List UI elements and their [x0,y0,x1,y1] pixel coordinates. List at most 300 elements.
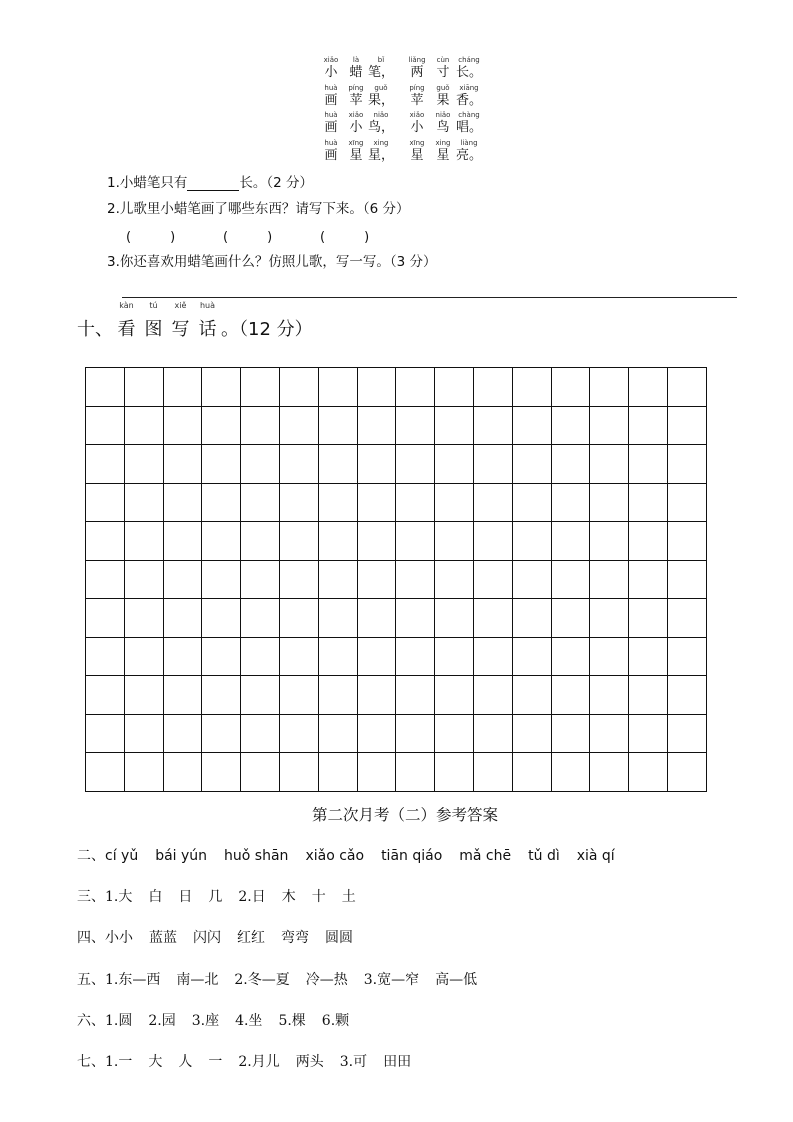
grid-cell[interactable] [279,637,318,676]
answer-item: 三、1.大 [77,889,133,905]
hanzi: 写 [171,319,190,340]
pinyin: liàng [460,138,478,147]
hanzi: 小 [349,120,363,135]
poem-char [318,139,344,164]
answer-item: 七、1.一 [77,1054,133,1070]
grid-cell[interactable] [318,368,357,407]
grid-cell[interactable] [590,368,629,407]
grid-cell[interactable] [86,522,125,561]
writing-grid[interactable] [85,367,707,792]
answer-paren[interactable]: ( ) [126,230,176,245]
answer-item: tiān qiáo [381,848,443,864]
grid-cell[interactable] [473,676,512,715]
answer-item: 6.颗 [321,1013,350,1029]
hanzi: 星 [349,147,363,163]
hanzi: 小 [324,65,338,80]
poem-char [368,56,394,81]
grid-cell[interactable] [473,714,512,753]
grid-cell[interactable] [279,560,318,599]
grid-cell[interactable] [667,753,706,792]
pinyin: xiāng [459,83,479,92]
grid-cell[interactable] [279,753,318,792]
poem-char [318,111,344,136]
poem-char [343,56,369,81]
grid-cell[interactable] [163,637,202,676]
hanzi: 苹 [410,92,424,108]
answer-item: xiǎo cǎo [305,848,365,864]
grid-cell[interactable] [551,406,590,445]
grid-cell[interactable] [124,599,163,638]
grid-cell[interactable] [629,368,668,407]
grid-cell[interactable] [512,753,551,792]
grid-cell[interactable] [318,753,357,792]
hanzi: 寸 [436,65,450,80]
grid-cell[interactable] [473,445,512,484]
grid-cell[interactable] [512,676,551,715]
grid-cell[interactable] [629,753,668,792]
grid-cell[interactable] [279,676,318,715]
answer-item: tǔ dì [528,848,560,864]
question-2: 2.儿歌里小蜡笔画了哪些东西？请写下来。（6 分） [107,201,410,217]
hanzi: 画 [324,120,338,135]
answer-item: 闪闪 [193,930,221,946]
grid-cell[interactable] [202,637,241,676]
pinyin: guǒ [374,83,388,92]
answer-line-3 [77,886,372,906]
grid-cell[interactable] [279,368,318,407]
poem-char [456,111,482,136]
grid-cell[interactable] [202,483,241,522]
grid-cell[interactable] [667,368,706,407]
poem-char [368,111,394,136]
grid-cell[interactable] [241,599,280,638]
grid-cell[interactable] [435,637,474,676]
grid-cell[interactable] [124,483,163,522]
grid-cell[interactable] [629,560,668,599]
answer-paren[interactable]: ( ) [320,230,370,245]
pinyin: huà [199,301,216,310]
grid-cell[interactable] [163,483,202,522]
hanzi: 鸟， [368,120,395,135]
grid-cell[interactable] [318,560,357,599]
grid-cell[interactable] [435,368,474,407]
hanzi: 蜡 [349,65,363,80]
grid-cell[interactable] [512,560,551,599]
grid-cell[interactable] [512,406,551,445]
grid-cell[interactable] [241,676,280,715]
grid-cell[interactable] [124,445,163,484]
grid-cell[interactable] [396,483,435,522]
grid-cell[interactable] [86,676,125,715]
hanzi: 星， [368,147,395,163]
pinyin: bǐ [377,56,385,64]
answer-item: 五、1.东—西 [77,972,161,988]
pinyin: huà [324,138,338,147]
answer-item: 蓝蓝 [149,930,177,946]
grid-cell[interactable] [435,560,474,599]
pinyin: xiǎo [409,111,425,119]
answer-item: 冷—热 [305,972,348,988]
grid-cell[interactable] [551,676,590,715]
grid-cell[interactable] [396,522,435,561]
poem-char [343,84,369,109]
pinyin: guǒ [436,83,450,92]
grid-cell[interactable] [667,483,706,522]
grid-cell[interactable] [318,522,357,561]
poem-char [343,139,369,164]
grid-cell[interactable] [357,522,396,561]
grid-cell[interactable] [318,637,357,676]
grid-cell[interactable] [512,522,551,561]
question-1 [107,171,313,191]
grid-cell[interactable] [241,406,280,445]
grid-cell[interactable] [473,483,512,522]
grid-cell[interactable] [473,368,512,407]
grid-cell[interactable] [318,599,357,638]
answer-line-6 [77,1010,365,1030]
pinyin: xiě [174,301,187,310]
poem-char [456,84,482,109]
grid-cell[interactable] [667,560,706,599]
answer-parentheses [126,226,417,245]
grid-cell[interactable] [551,753,590,792]
answer-item: 木 [281,889,296,905]
answer-item: 一 [208,1054,223,1070]
poem-char [456,56,482,81]
hanzi: 唱。 [456,120,483,135]
grid-cell[interactable] [163,714,202,753]
poem-char [430,56,456,81]
grid-cell[interactable] [590,637,629,676]
grid-cell[interactable] [279,406,318,445]
poem-line [318,56,498,84]
grid-cell[interactable] [357,406,396,445]
grid-cell[interactable] [357,676,396,715]
poem-char [404,56,430,81]
poem-line [318,84,498,112]
pinyin: cùn [436,56,450,64]
grid-cell[interactable] [551,637,590,676]
grid-cell[interactable] [241,483,280,522]
grid-cell[interactable] [396,560,435,599]
answer-line-2 [77,845,632,865]
hanzi: 画 [324,92,338,108]
grid-cell[interactable] [590,522,629,561]
grid-cell[interactable] [435,406,474,445]
hanzi: 图 [144,319,163,340]
grid-cell[interactable] [396,406,435,445]
grid-cell[interactable] [241,368,280,407]
grid-cell[interactable] [512,483,551,522]
hanzi: 果 [436,92,450,108]
grid-cell[interactable] [512,714,551,753]
grid-cell[interactable] [396,445,435,484]
grid-cell[interactable] [163,560,202,599]
grid-cell[interactable] [396,676,435,715]
poem-char [343,111,369,136]
grid-cell[interactable] [357,483,396,522]
grid-cell[interactable] [279,522,318,561]
grid-cell[interactable] [396,714,435,753]
section-10-title [77,301,313,341]
grid-cell[interactable] [396,753,435,792]
answer-item: 高—低 [435,972,478,988]
grid-cell[interactable] [435,676,474,715]
grid-cell[interactable] [473,522,512,561]
answer-item: 3.宽—窄 [363,972,420,988]
grid-cell[interactable] [667,714,706,753]
grid-cell[interactable] [396,637,435,676]
grid-cell[interactable] [590,483,629,522]
pinyin: xīng [348,138,364,147]
grid-cell[interactable] [512,445,551,484]
grid-cell[interactable] [667,406,706,445]
grid-cell[interactable] [279,445,318,484]
grid-cell[interactable] [357,714,396,753]
hanzi: 两 [410,65,424,80]
answer-item: 十 [311,889,326,905]
grid-cell[interactable] [86,560,125,599]
answer-item: 2.园 [148,1013,176,1029]
answer-item: 两头 [295,1054,324,1070]
grid-cell[interactable] [629,483,668,522]
grid-cell[interactable] [590,714,629,753]
grid-cell[interactable] [629,676,668,715]
pinyin: xiǎo [323,56,339,64]
grid-cell[interactable] [435,445,474,484]
grid-cell[interactable] [163,406,202,445]
pinyin: xing [373,138,389,147]
grid-cell[interactable] [667,637,706,676]
grid-cell[interactable] [512,368,551,407]
grid-cell[interactable] [202,714,241,753]
grid-cell[interactable] [629,406,668,445]
pinyin: píng [348,83,364,92]
answer-item: 六、1.圆 [77,1013,133,1029]
grid-cell[interactable] [163,368,202,407]
poem-char [368,139,394,164]
grid-cell[interactable] [241,445,280,484]
grid-cell[interactable] [357,637,396,676]
poem-char [430,139,456,164]
poem-line [318,139,498,167]
grid-cell[interactable] [357,753,396,792]
grid-cell[interactable] [473,560,512,599]
pinyin: niǎo [435,111,451,119]
grid-cell[interactable] [667,599,706,638]
pinyin: cháng [458,56,480,64]
grid-cell[interactable] [590,753,629,792]
answer-item: 白 [148,889,163,905]
grid-cell[interactable] [124,753,163,792]
grid-cell[interactable] [473,406,512,445]
grid-cell[interactable] [124,368,163,407]
grid-cell[interactable] [279,599,318,638]
section-number: 十、 [77,319,113,340]
grid-cell[interactable] [551,522,590,561]
grid-cell[interactable] [357,445,396,484]
grid-cell[interactable] [163,522,202,561]
grid-cell[interactable] [473,637,512,676]
answer-item: 南—北 [176,972,219,988]
grid-cell[interactable] [124,522,163,561]
grid-cell[interactable] [512,599,551,638]
grid-cell[interactable] [590,406,629,445]
pinyin: niǎo [373,111,389,119]
answer-item: 2.冬—夏 [234,972,290,988]
grid-cell[interactable] [551,483,590,522]
title-char [167,301,194,341]
grid-cell[interactable] [241,560,280,599]
answer-paren[interactable]: ( ) [223,230,273,245]
pinyin: xiǎo [348,111,364,119]
grid-cell[interactable] [512,637,551,676]
answer-item: 大 [148,1054,163,1070]
grid-cell[interactable] [202,676,241,715]
grid-cell[interactable] [318,714,357,753]
answer-item: 3.可 [339,1054,368,1070]
grid-cell[interactable] [318,406,357,445]
grid-cell[interactable] [667,522,706,561]
grid-cell[interactable] [551,368,590,407]
grid-cell[interactable] [124,406,163,445]
answer-item: 2.日 [238,889,266,905]
grid-cell[interactable] [163,753,202,792]
grid-cell[interactable] [86,599,125,638]
grid-cell[interactable] [86,406,125,445]
grid-cell[interactable] [435,714,474,753]
hanzi: 鸟 [436,120,450,135]
section-points: 。（12 分） [221,319,313,340]
grid-cell[interactable] [357,368,396,407]
grid-cell[interactable] [124,637,163,676]
grid-cell[interactable] [163,676,202,715]
grid-cell[interactable] [279,483,318,522]
poem-char [404,111,430,136]
grid-cell[interactable] [551,599,590,638]
grid-cell[interactable] [202,522,241,561]
grid-cell[interactable] [318,676,357,715]
grid-cell[interactable] [124,676,163,715]
grid-cell[interactable] [551,445,590,484]
grid-cell[interactable] [202,368,241,407]
answer-line[interactable] [122,297,737,298]
grid-cell[interactable] [629,522,668,561]
answer-item: 3.座 [191,1013,220,1029]
grid-cell[interactable] [318,445,357,484]
hanzi: 星 [410,147,424,163]
answer-item: 圆圆 [325,930,353,946]
grid-cell[interactable] [202,599,241,638]
hanzi: 长。 [456,65,483,80]
poem-char [318,56,344,81]
grid-cell[interactable] [86,637,125,676]
grid-cell[interactable] [202,406,241,445]
grid-cell[interactable] [667,676,706,715]
answer-line-4 [77,927,369,947]
grid-cell[interactable] [590,599,629,638]
grid-cell[interactable] [124,714,163,753]
grid-cell[interactable] [629,637,668,676]
grid-cell[interactable] [86,368,125,407]
grid-cell[interactable] [629,445,668,484]
grid-cell[interactable] [590,676,629,715]
title-char [113,301,140,341]
grid-cell[interactable] [667,445,706,484]
grid-cell[interactable] [435,522,474,561]
grid-cell[interactable] [279,714,318,753]
answer-item: mǎ chē [459,848,512,864]
hanzi: 话 [198,319,217,340]
answer-item: 弯弯 [281,930,309,946]
grid-cell[interactable] [202,445,241,484]
grid-cell[interactable] [163,445,202,484]
question-1-suffix: 长。（2 分） [239,175,314,191]
grid-cell[interactable] [86,445,125,484]
grid-cell[interactable] [435,483,474,522]
answer-key-title: 第二次月考（二）参考答案 [311,806,498,824]
grid-cell[interactable] [473,753,512,792]
answer-item: 4.坐 [235,1013,263,1029]
answer-item: huǒ shān [224,848,289,864]
answer-item: 田田 [383,1054,412,1070]
pinyin: huà [324,111,338,119]
grid-cell[interactable] [629,599,668,638]
grid-cell[interactable] [241,714,280,753]
grid-cell[interactable] [241,522,280,561]
grid-cell[interactable] [241,753,280,792]
grid-cell[interactable] [357,560,396,599]
grid-cell[interactable] [86,714,125,753]
grid-cell[interactable] [318,483,357,522]
grid-cell[interactable] [202,560,241,599]
grid-cell[interactable] [357,599,396,638]
grid-cell[interactable] [396,368,435,407]
answer-item: 四、小小 [77,930,133,946]
answer-item: 几 [208,889,223,905]
grid-cell[interactable] [396,599,435,638]
hanzi: 星 [436,147,450,163]
answer-item: 日 [178,889,193,905]
answer-blank[interactable] [187,176,239,191]
pinyin: là [352,56,360,64]
grid-cell[interactable] [590,445,629,484]
grid-cell[interactable] [202,753,241,792]
hanzi: 亮。 [456,147,483,163]
hanzi: 看 [117,319,136,340]
grid-cell[interactable] [551,714,590,753]
grid-cell[interactable] [86,753,125,792]
grid-cell[interactable] [473,599,512,638]
grid-cell[interactable] [435,753,474,792]
answer-item: 二、cí yǔ [77,848,139,864]
grid-cell[interactable] [590,560,629,599]
grid-cell[interactable] [241,637,280,676]
answer-item: 土 [341,889,356,905]
answer-line-5 [77,969,493,989]
pinyin: tú [149,301,158,310]
grid-cell[interactable] [163,599,202,638]
grid-cell[interactable] [435,599,474,638]
grid-cell[interactable] [86,483,125,522]
title-char [140,301,167,341]
grid-cell[interactable] [629,714,668,753]
grid-cell[interactable] [124,560,163,599]
grid-cell[interactable] [551,560,590,599]
answer-item: xià qí [576,848,615,864]
poem-char [318,84,344,109]
pinyin: píng [409,83,425,92]
